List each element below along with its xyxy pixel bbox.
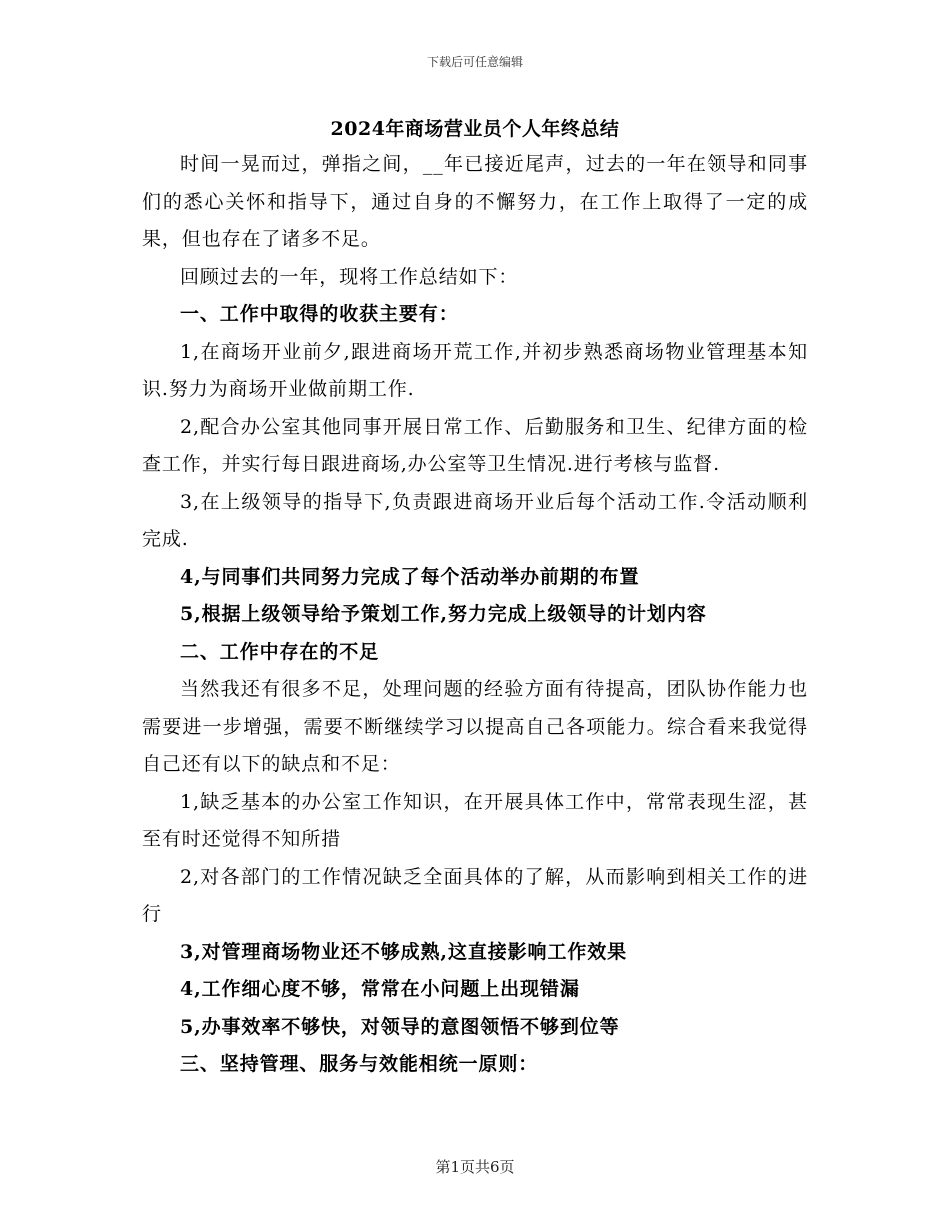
header-note: 下载后可任意编辑: [426, 55, 523, 69]
list-item: 4,工作细心度不够，常常在小问题上出现错漏: [180, 978, 580, 1000]
list-item: 1,在商场开业前夕,跟进商场开荒工作,并初步熟悉商场物业管理基本知识.努力为商场开业做前期工作.: [142, 340, 808, 400]
list-item: 2,配合办公室其他同事开展日常工作、后勤服务和卫生、纪律方面的检查工作，并实行每日跟进商场,办公室等卫生情况.进行考核与监督.: [142, 415, 808, 475]
list-item: 5,根据上级领导给予策划工作,努力完成上级领导的计划内容: [180, 603, 707, 625]
paragraph-review: 回顾过去的一年，现将工作总结如下：: [180, 265, 519, 288]
paragraph-intro: 时间一晃而过，弹指之间，__年已接近尾声，过去的一年在领导和同事们的悉心关怀和指导下，通过自身的不懈努力，在工作上取得了一定的成果，但也存在了诸多不足。: [142, 153, 808, 250]
list-item: 5,办事效率不够快，对领导的意图领悟不够到位等: [180, 1015, 620, 1038]
list-item: 4,与同事们共同努力完成了每个活动举办前期的布置: [180, 565, 640, 588]
document-body: [142, 146, 808, 1084]
section-heading-shortcomings: 二、工作中存在的不足: [180, 640, 380, 663]
page-footer: 第1页共6页: [435, 1158, 515, 1176]
list-item: 1,缺乏基本的办公室工作知识，在开展具体工作中，常常表现生涩，甚至有时还觉得不知所措: [142, 790, 808, 850]
list-item: 3,在上级领导的指导下,负责跟进商场开业后每个活动工作.令活动顺利完成.: [142, 490, 808, 550]
document-title: 2024年商场营业员个人年终总结: [330, 118, 620, 140]
paragraph-shortcomings: 当然我还有很多不足，处理问题的经验方面有待提高，团队协作能力也需要进一步增强，需要不断继续学习以提高自己各项能力。综合看来我觉得自己还有以下的缺点和不足：: [142, 678, 808, 775]
section-heading-principles: 三、坚持管理、服务与效能相统一原则：: [180, 1053, 539, 1075]
section-heading-gains: 一、工作中取得的收获主要有：: [180, 303, 459, 325]
list-item: 2,对各部门的工作情况缺乏全面具体的了解，从而影响到相关工作的进行: [142, 865, 808, 925]
list-item: 3,对管理商场物业还不够成熟,这直接影响工作效果: [180, 940, 628, 963]
